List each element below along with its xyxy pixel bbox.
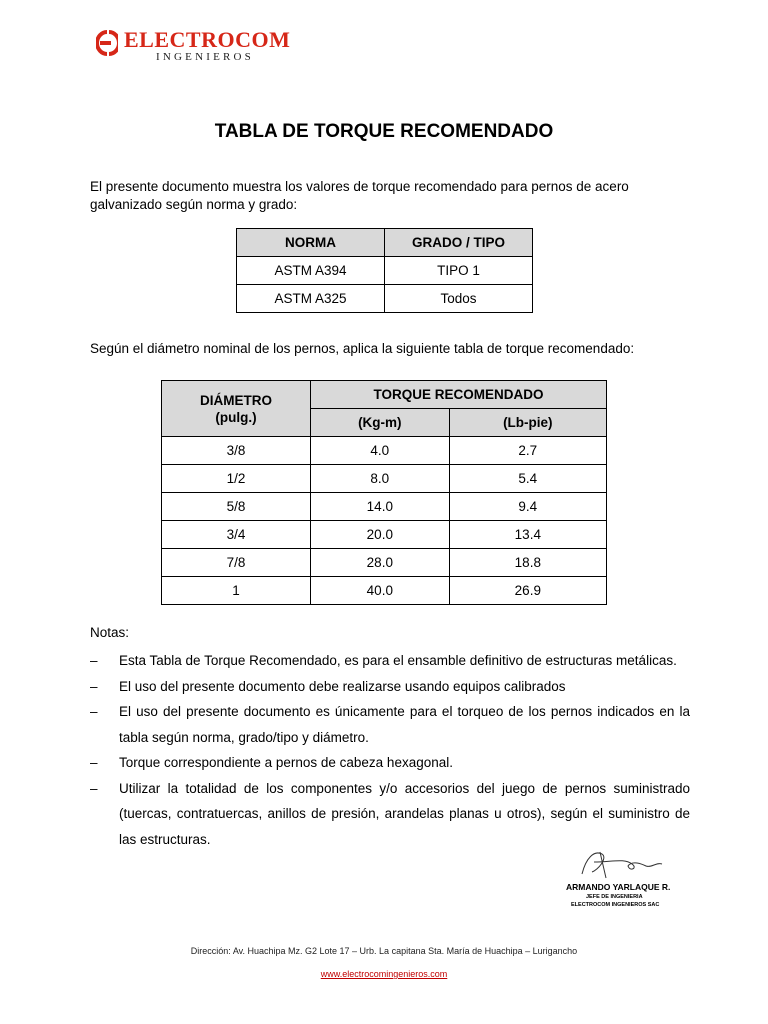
handwritten-signature	[572, 848, 672, 884]
table-row	[162, 465, 607, 493]
table-row	[162, 521, 607, 549]
standards-table	[236, 228, 533, 313]
note-text: Utilizar la totalidad de los componentes y/o accesorios del juego de pernos suministrado (tuercas, contratuercas, anillos de presión, arandelas planas u otros), según el suministro de las estructuras.	[119, 780, 690, 847]
electrocom-logo-icon	[96, 29, 118, 57]
note-text: El uso del presente documento es únicamente para el torqueo de los pernos indicados en la tabla según norma, grado/tipo y diámetro.	[119, 704, 690, 745]
signature-block	[566, 848, 676, 918]
header-kgm: (Kg-m)	[311, 409, 450, 437]
header-torque: TORQUE RECOMENDADO	[311, 381, 607, 409]
table-row	[162, 437, 607, 465]
table-row	[162, 577, 607, 605]
header-diameter	[162, 381, 311, 437]
notes-heading: Notas:	[90, 625, 130, 640]
torque-table	[161, 380, 607, 605]
diameter-label: DIÁMETRO	[200, 392, 272, 408]
cell-kgm: 20.0	[311, 521, 450, 549]
table-row	[237, 285, 533, 313]
header-norma: NORMA	[237, 229, 385, 257]
table-row	[237, 257, 533, 285]
cell-diameter: 5/8	[162, 493, 311, 521]
brand-subtitle: INGENIEROS	[156, 51, 254, 63]
cell-diameter: 1	[162, 577, 311, 605]
note-text: El uso del presente documento debe realizarse usando equipos calibrados	[119, 678, 566, 694]
note-dash: –	[90, 755, 98, 770]
table-row	[162, 493, 607, 521]
note-item	[90, 750, 690, 776]
website-link[interactable]: www.electrocomingenieros.com	[320, 969, 448, 979]
cell-kgm: 40.0	[311, 577, 450, 605]
header-lbft: (Lb-pie)	[449, 409, 606, 437]
cell-lbft: 26.9	[449, 577, 606, 605]
note-text: Esta Tabla de Torque Recomendado, es para el ensamble definitivo de estructuras metálicas.	[119, 653, 677, 668]
intro-paragraph: El presente documento muestra los valores de torque recomendado para pernos de acero galvanizado según norma y grado:	[90, 179, 629, 212]
cell-kgm: 4.0	[311, 437, 450, 465]
table-header-row	[237, 229, 533, 257]
footer-website[interactable]	[0, 969, 768, 979]
company-logo	[96, 28, 290, 62]
table-row	[162, 549, 607, 577]
signatory-role: JEFE DE INGENIERIA	[586, 894, 643, 900]
note-dash: –	[90, 653, 98, 668]
cell-kgm: 28.0	[311, 549, 450, 577]
cell-kgm: 14.0	[311, 493, 450, 521]
cell-diameter: 7/8	[162, 549, 311, 577]
cell-diameter: 1/2	[162, 465, 311, 493]
cell-lbft: 13.4	[449, 521, 606, 549]
note-dash: –	[90, 704, 98, 719]
note-text: Torque correspondiente a pernos de cabeza hexagonal.	[119, 755, 453, 770]
header-grado-tipo: GRADO / TIPO	[385, 229, 533, 257]
cell-kgm: 8.0	[311, 465, 450, 493]
note-item	[90, 776, 690, 853]
cell-diameter: 3/8	[162, 437, 311, 465]
signatory-name: ARMANDO YARLAQUE R.	[566, 882, 671, 892]
signatory-company: ELECTROCOM INGENIEROS SAC	[571, 902, 660, 908]
note-dash: –	[90, 780, 98, 796]
cell-lbft: 9.4	[449, 493, 606, 521]
cell-norma: ASTM A325	[237, 285, 385, 313]
note-item	[90, 648, 690, 674]
document-title: TABLA DE TORQUE RECOMENDADO	[214, 121, 554, 142]
table-header-row	[162, 381, 607, 409]
note-dash: –	[90, 678, 98, 694]
note-item	[90, 674, 690, 700]
brand-name: ELECTROCOM	[124, 27, 291, 52]
notes-list	[90, 648, 690, 852]
cell-lbft: 2.7	[449, 437, 606, 465]
cell-lbft: 18.8	[449, 549, 606, 577]
torque-intro-paragraph: Según el diámetro nominal de los pernos, aplica la siguiente tabla de torque recomendado:	[90, 341, 635, 356]
cell-lbft: 5.4	[449, 465, 606, 493]
diameter-unit: (pulg.)	[215, 409, 257, 425]
note-item	[90, 699, 690, 750]
cell-norma: ASTM A394	[237, 257, 385, 285]
cell-grado: Todos	[385, 285, 533, 313]
footer-address: Dirección: Av. Huachipa Mz. G2 Lote 17 – Urb. La capitana Sta. María de Huachipa – Lurigancho	[190, 946, 578, 956]
cell-grado: TIPO 1	[385, 257, 533, 285]
cell-diameter: 3/4	[162, 521, 311, 549]
